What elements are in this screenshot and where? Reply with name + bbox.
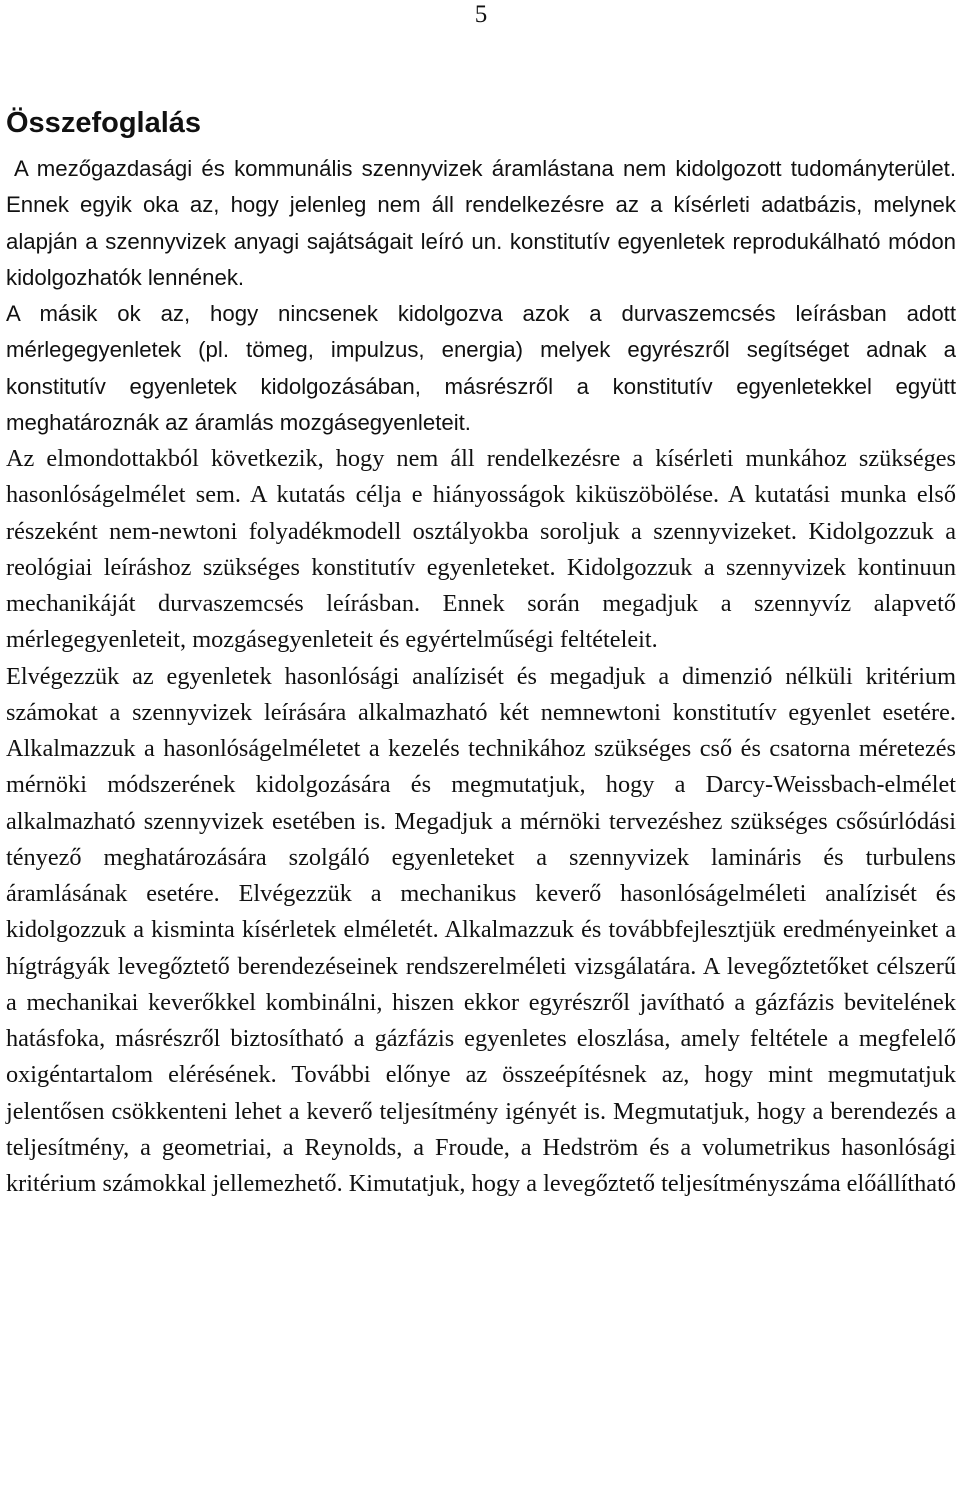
paragraph-4: Elvégezzük az egyenletek hasonlósági analízisét és megadjuk a dimenzió nélküli kritérium számokat a szennyvizek leírására alkalmazható két nemnewtoni konstitutív egyenlet esetére. Alkalmazzuk a hasonlóságelméletet a kezelés technikához szükséges cső és csatorna méretezés mérnöki módszerének kidolgozására és megmutatjuk, hogy a Darcy-Weissbach-elmélet alkalmazható szennyvizek esetében is. Megadjuk a mérnöki tervezéshez szükséges csősúrlódási tényező meghatározására szolgáló egyenleteket a szennyvizek lamináris és turbulens áramlásának esetére. Elvégezzük a mechanikus keverő hasonlóságelméleti analízisét és kidolgozzuk a kisminta kísérletek elméletét. Alkalmazzuk és továbbfejlesztjük eredményeinket a hígtrágyák levegőztető berendezéseinek rendszerelméleti vizsgálatára. A levegőztetőket célszerű a mechanikai keverőkkel kombinálni, hiszen ekkor egyrészről javítható a gázfázis bevitelének hatásfoka, másrészről biztosítható a gázfázis egyenletes eloszlása, amely feltétele a megfelelő oxigéntartalom elérésének. További előnye az összeépítésnek az, hogy mint megmutatjuk jelentősen csökkenteni lehet a keverő teljesítmény igényét is. Megmutatjuk, hogy a berendezés a teljesítmény, a geometriai, a Reynolds, a Froude, a Hedström és a volumetrikus hasonlósági kritérium számokkal jellemezhető. Kimutatjuk, hogy a levegőztető teljesítményszáma előállítható <box>6 662 956 1197</box>
paragraph-3: Az elmondottakból következik, hogy nem áll rendelkezésre a kísérleti munkához szükséges hasonlóságelmélet sem. A kutatás célja e hiányosságok kiküszöbölése. A kutatási munka első részeként nem-newtoni folyadékmodell osztályokba soroljuk a szennyvizeket. Kidolgozzuk a reológiai leíráshoz szükséges konstitutív egyenleteket. Kidolgozzuk a szennyvizek kontinuun mechanikáját durvaszemcsés leírásban. Ennek során megadjuk a szennyvíz alapvető mérlegegyenleteit, mozgásegyenleteit és egyértelműségi feltételeit. <box>6 445 956 654</box>
summary-body <box>6 151 956 1202</box>
page-number: 5 <box>474 1 488 28</box>
paragraph-2: A másik ok az, hogy nincsenek kidolgozva azok a durvaszemcsés leírásban adott mérlegegyenletek (pl. tömeg, impulzus, energia) melyek egyrészről segítséget adnak a konstitutív egyenletek kidolgozásában, másrészről a konstitutív egyenletekkel együtt meghatároznák az áramlás mozgásegyenleteit. <box>6 301 956 435</box>
section-title: Összefoglalás <box>6 107 202 139</box>
paragraph-1: A mezőgazdasági és kommunális szennyvizek áramlástana nem kidolgozott tudományterület. Ennek egyik oka az, hogy jelenleg nem áll rendelkezésre az a kísérleti adatbázis, melynek alapján a szennyvizek anyagi sajátságait leíró un. konstitutív egyenletek reprodukálható módon kidolgozhatók lennének. <box>6 156 956 290</box>
